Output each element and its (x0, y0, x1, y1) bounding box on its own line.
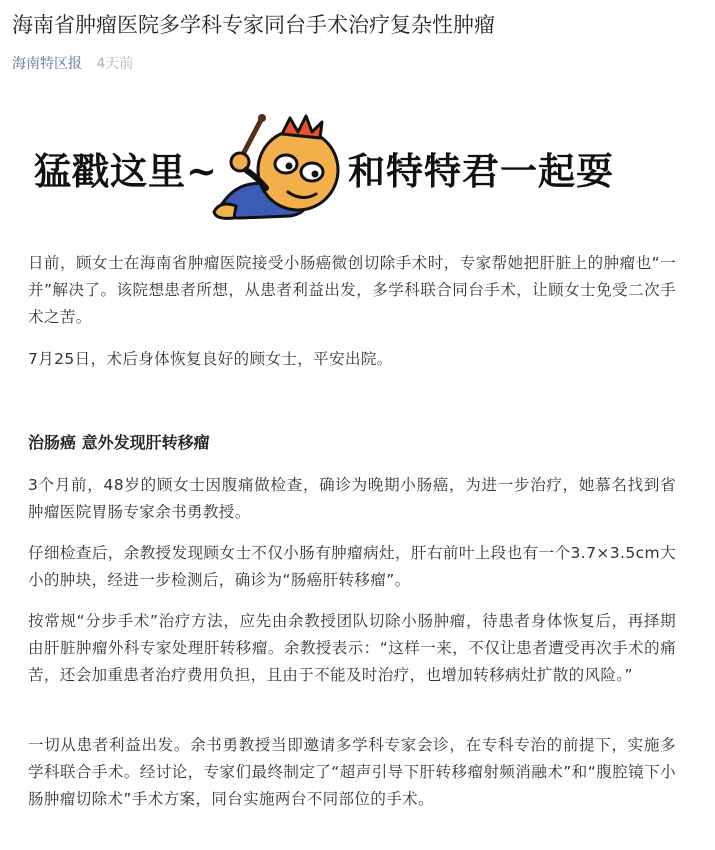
paragraph-3: 3个月前，48岁的顾女士因腹痛做检查，确诊为晚期小肠癌，为进一步治疗，她慕名找到省肿瘤医院胃肠专家余书勇教授。 (28, 476, 676, 521)
paragraph-2: 7月25日，术后身体恢复良好的顾女士，平安出院。 (28, 350, 393, 368)
section-heading-1: 治肠癌 意外发现肝转移瘤 (28, 433, 210, 452)
article-title: 海南省肿瘤医院多学科专家同台手术治疗复杂性肿瘤 (12, 13, 495, 37)
paragraph-1: 日前，顾女士在海南省肿瘤医院接受小肠癌微创切除手术时，专家帮她把肝脏上的肿瘤也“一并”解决了。该院想患者所想，从患者利益出发，多学科联合同台手术，让顾女士免受二次手术之苦。 (28, 254, 676, 326)
banner-left-text: 猛戳这里~ (34, 149, 219, 193)
article-meta (12, 54, 133, 74)
follow-banner[interactable] (28, 110, 688, 228)
waving-cartoon-mascot-icon (210, 112, 340, 224)
publish-time: 4天前 (96, 56, 134, 72)
banner-right-text: 和特特君一起耍 (348, 149, 614, 193)
account-link[interactable]: 海南特区报 (12, 56, 82, 72)
paragraph-6: 一切从患者利益出发。余书勇教授当即邀请多学科专家会诊，在专科专治的前提下，实施多学科联合手术。经讨论，专家们最终制定了“超声引导下肝转移瘤射频消融术”和“腹腔镜下小肠肿瘤切除术”手术方案，同台实施两台不同部位的手术。 (28, 736, 676, 808)
paragraph-5: 按常规“分步手术”治疗方法，应先由余教授团队切除小肠肿瘤，待患者身体恢复后，再择期由肝脏肿瘤外科专家处理肝转移瘤。余教授表示：“这样一来，不仅让患者遭受再次手术的痛苦，还会加重患者治疗费用负担，且由于不能及时治疗，也增加转移病灶扩散的风险。” (28, 612, 676, 684)
paragraph-4: 仔细检查后，余教授发现顾女士不仅小肠有肿瘤病灶，肝右前叶上段也有一个3.7×3.5cm大小的肿块，经进一步检测后，确诊为“肠癌肝转移瘤”。 (28, 544, 676, 589)
